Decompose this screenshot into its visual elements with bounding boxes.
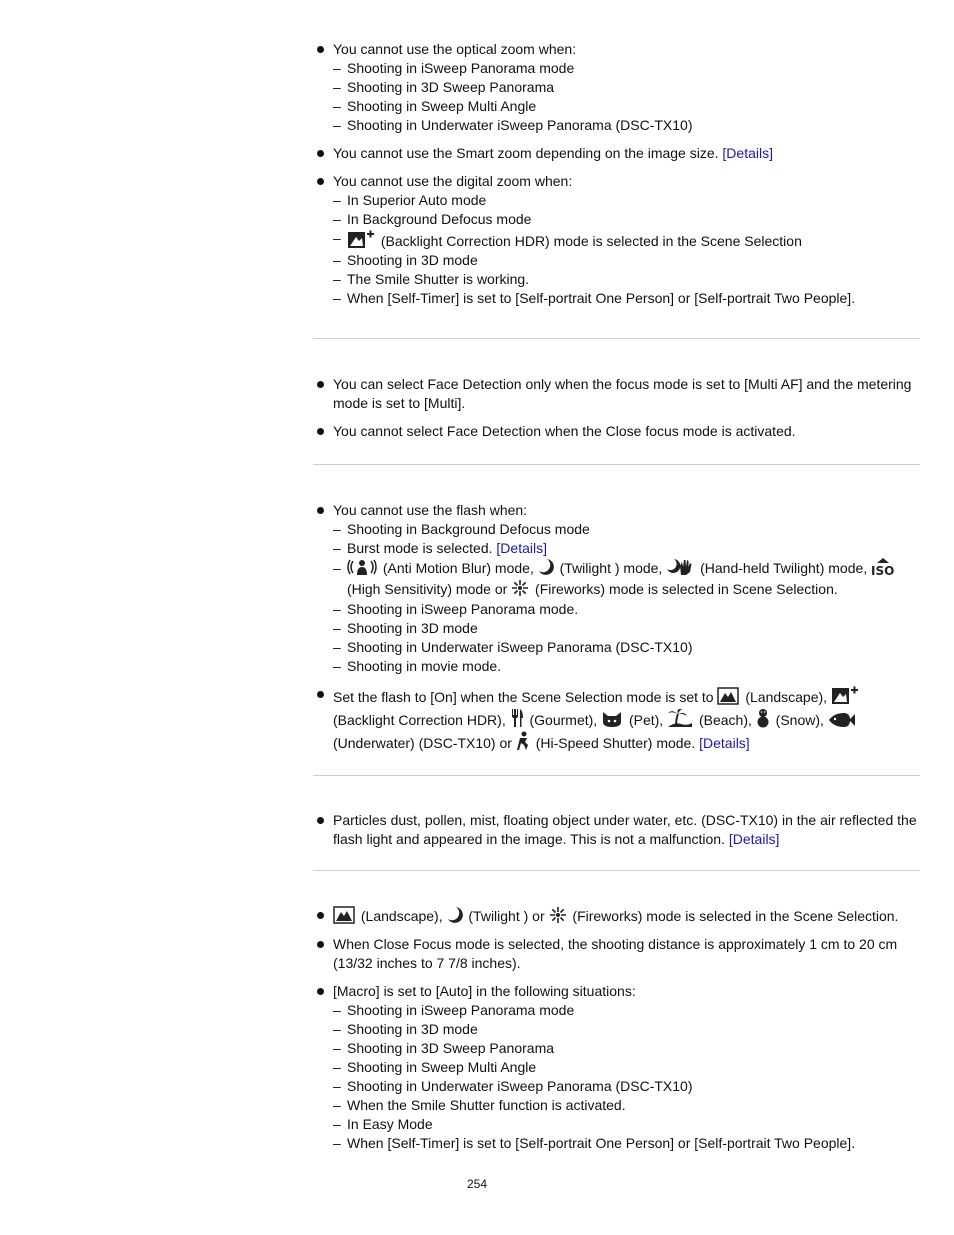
list-item-text: Burst mode is selected. <box>347 540 497 556</box>
backlight-hdr-icon <box>831 685 859 705</box>
bullet-text: You cannot use the digital zoom when: <box>333 173 573 189</box>
macro-section <box>313 906 920 1153</box>
particles-section <box>313 811 920 849</box>
list-item: – The Smile Shutter is working. <box>333 270 920 289</box>
section-divider <box>313 464 920 465</box>
list-item: – Shooting in Sweep Multi Angle <box>333 97 920 116</box>
details-link[interactable]: [Details] <box>699 735 750 751</box>
flash-section <box>313 501 920 754</box>
section-divider <box>313 775 920 776</box>
list-item: – In Easy Mode <box>333 1115 920 1134</box>
face-detection-section <box>313 375 920 441</box>
bullet-particles: Particles dust, pollen, mist, floating object under water, etc. (DSC-TX10) in the air reflected the flash light and appeared in the image. This is not a malfunction. [Details] <box>313 811 920 849</box>
list-item: – Shooting in Underwater iSweep Panorama (DSC-TX10) <box>333 638 920 657</box>
bullet-text: You cannot use the Smart zoom depending on the image size. <box>333 145 723 161</box>
list-item: – Shooting in 3D mode <box>333 619 920 638</box>
bullet-text: You cannot use the flash when: <box>333 502 528 518</box>
list-item: – When [Self-Timer] is set to [Self-portrait One Person] or [Self-portrait Two People]. <box>333 289 920 308</box>
twilight-icon <box>447 906 463 924</box>
list-item: – Shooting in Background Defocus mode <box>333 520 920 539</box>
list-item: – Shooting in 3D Sweep Panorama <box>333 1039 920 1058</box>
hand-held-twilight-icon <box>666 558 694 576</box>
snow-icon <box>756 708 770 728</box>
list-item: – Shooting in iSweep Panorama mode <box>333 1001 920 1020</box>
zoom-section <box>313 40 920 308</box>
bullet-digital-zoom <box>313 172 920 308</box>
fireworks-icon <box>549 906 567 924</box>
bullet-text: You cannot use the optical zoom when: <box>333 41 577 57</box>
bullet-flash-unavailable <box>313 501 920 676</box>
details-link[interactable]: [Details] <box>722 145 773 161</box>
beach-icon <box>667 708 693 728</box>
list-item: – When the Smile Shutter function is activated. <box>333 1096 920 1115</box>
list-item: – Shooting in Underwater iSweep Panorama (DSC-TX10) <box>333 1077 920 1096</box>
anti-motion-blur-icon <box>347 558 377 576</box>
list-item: – In Superior Auto mode <box>333 191 920 210</box>
backlight-hdr-icon <box>347 229 375 249</box>
list-item <box>333 229 920 251</box>
list-item: – Shooting in iSweep Panorama mode <box>333 59 920 78</box>
bullet-close-focus: When Close Focus mode is selected, the shooting distance is approximately 1 cm to 20 cm (13/32 inches to 7 7/8 inches). <box>313 935 920 973</box>
bullet-text: [Macro] is set to [Auto] in the following situations: <box>333 983 636 999</box>
page-number: 254 <box>466 1177 488 1191</box>
twilight-icon <box>538 558 554 576</box>
hi-speed-shutter-icon <box>516 731 530 751</box>
page-content <box>313 40 920 1162</box>
list-item: – Shooting in Sweep Multi Angle <box>333 1058 920 1077</box>
list-item: – Shooting in Underwater iSweep Panorama (DSC-TX10) <box>333 116 920 135</box>
landscape-icon <box>333 906 355 924</box>
bullet-smart-zoom <box>313 144 920 163</box>
pet-icon <box>601 710 623 728</box>
fireworks-icon <box>511 579 529 597</box>
bullet-face-detection-close: You cannot select Face Detection when the Close focus mode is activated. <box>313 422 920 441</box>
list-item: – Shooting in 3D mode <box>333 251 920 270</box>
bullet-macro-auto <box>313 982 920 1153</box>
list-item: – In Background Defocus mode <box>333 210 920 229</box>
list-item <box>333 539 920 558</box>
section-divider <box>313 338 920 339</box>
underwater-icon <box>828 712 856 728</box>
details-link[interactable]: [Details] <box>728 831 780 847</box>
list-item: – Shooting in 3D Sweep Panorama <box>333 78 920 97</box>
high-sensitivity-icon <box>871 558 895 576</box>
list-item: – Shooting in movie mode. <box>333 657 920 676</box>
list-item-text: (Backlight Correction HDR) mode is selected in the Scene Selection <box>377 233 802 249</box>
landscape-icon <box>717 687 739 705</box>
gourmet-icon <box>510 708 524 728</box>
section-divider <box>313 870 920 871</box>
list-item: – Shooting in 3D mode <box>333 1020 920 1039</box>
details-link[interactable]: [Details] <box>496 540 547 556</box>
list-item: – Shooting in iSweep Panorama mode. <box>333 600 920 619</box>
list-item: – When [Self-Timer] is set to [Self-portrait One Person] or [Self-portrait Two People]. <box>333 1134 920 1153</box>
bullet-scene-selection: (Landscape), (Twilight ) or (Fireworks) mode is selected in the Scene Selection. <box>313 906 920 926</box>
bullet-face-detection-multi: You can select Face Detection only when the focus mode is set to [Multi AF] and the metering mode is set to [Multi]. <box>313 375 920 413</box>
bullet-flash-on-scenes: Set the flash to [On] when the Scene Selection mode is set to (Landscape), (Backlight Correction HDR), (Gourmet), (Pet), (Beach), (Snow), (Underwater) (DSC-TX10) or (Hi-Speed Shutter) mode. [Details] <box>313 685 920 754</box>
bullet-optical-zoom <box>313 40 920 135</box>
svg-text:ISO: ISO <box>871 564 895 576</box>
list-item: – (Anti Motion Blur) mode, (Twilight ) mode, (Hand-held Twilight) mode, ISO (High Sensitivity) mode or (Fireworks) mode is selected in Scene Selection. <box>333 558 920 600</box>
